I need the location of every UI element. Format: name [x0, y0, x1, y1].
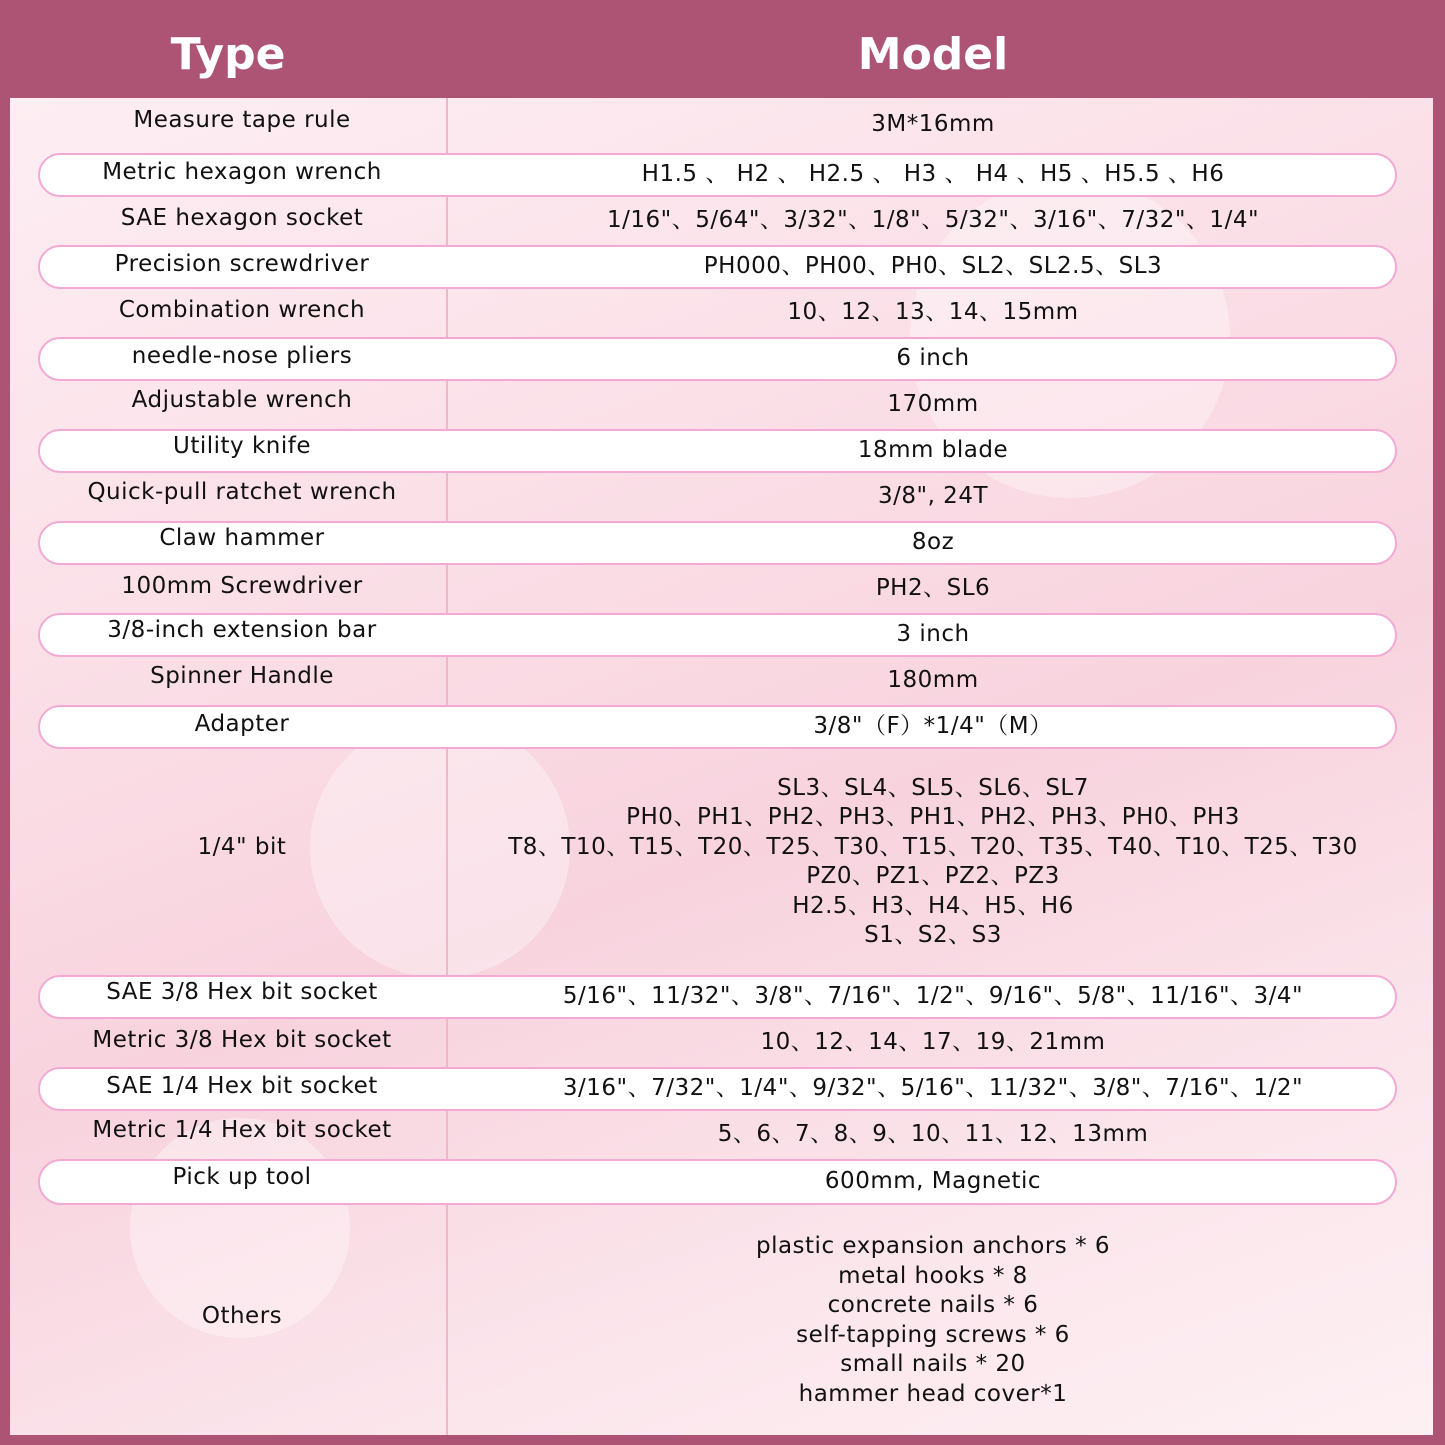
- table-row: [10, 244, 1433, 290]
- table-row: [10, 336, 1433, 382]
- table-header: [0, 0, 1445, 98]
- model-cell: 180mm: [887, 667, 979, 694]
- table-row: [10, 520, 1433, 566]
- type-cell: SAE 3/8 Hex bit socket: [106, 979, 378, 1006]
- type-cell: Adjustable wrench: [131, 387, 353, 414]
- model-cell: plastic expansion anchors * 6 metal hooks * 8 concrete nails * 6 self-tapping screws * 6 small nails * 20 hammer head cover*1: [755, 1233, 1111, 1407]
- type-column-header: Type: [170, 29, 286, 80]
- type-cell: SAE 1/4 Hex bit socket: [106, 1073, 378, 1100]
- type-cell: Measure tape rule: [133, 107, 351, 134]
- model-cell: 170mm: [887, 391, 979, 418]
- model-cell: 3M*16mm: [871, 111, 995, 138]
- table-row: [10, 98, 1433, 152]
- model-cell: 3 inch: [896, 621, 970, 648]
- model-cell: PH2、SL6: [875, 575, 991, 602]
- model-cell: 1/16"、5/64"、3/32"、1/8"、5/32"、3/16"、7/32"、1/4": [606, 207, 1260, 234]
- type-cell: 1/4" bit: [197, 834, 287, 861]
- type-cell: Spinner Handle: [150, 663, 334, 690]
- model-cell: 5、6、7、8、9、10、11、12、13mm: [717, 1121, 1149, 1148]
- model-cell: 5/16"、11/32"、3/8"、7/16"、1/2"、9/16"、5/8"、11/16"、3/4": [562, 983, 1304, 1010]
- type-cell: Metric 3/8 Hex bit socket: [92, 1027, 392, 1054]
- type-cell: SAE hexagon socket: [120, 205, 364, 232]
- table-row: [10, 290, 1433, 336]
- model-cell: 3/8", 24T: [877, 483, 989, 510]
- table-row: [10, 382, 1433, 428]
- type-cell: needle-nose pliers: [131, 343, 353, 370]
- model-cell: H1.5 、 H2 、 H2.5 、 H3 、 H4 、H5 、H5.5 、H6: [641, 161, 1225, 188]
- type-cell: Claw hammer: [159, 525, 325, 552]
- type-cell: Utility knife: [173, 433, 311, 460]
- model-cell: 6 inch: [896, 345, 970, 372]
- type-cell: Metric 1/4 Hex bit socket: [92, 1117, 392, 1144]
- model-cell: 18mm blade: [857, 437, 1009, 464]
- table-row: [10, 198, 1433, 244]
- table-row: [10, 1112, 1433, 1158]
- type-cell: Metric hexagon wrench: [102, 159, 382, 186]
- table-row: [10, 474, 1433, 520]
- table-row: [10, 1158, 1433, 1206]
- table-row: [10, 428, 1433, 474]
- type-cell: Others: [201, 1302, 283, 1329]
- model-cell: 600mm, Magnetic: [824, 1168, 1042, 1195]
- type-cell: Quick-pull ratchet wrench: [87, 479, 397, 506]
- table-row: [10, 1020, 1433, 1066]
- table-row: [10, 1066, 1433, 1112]
- type-cell: Adapter: [194, 711, 290, 738]
- model-cell: 3/8"（F）*1/4"（M）: [813, 713, 1053, 740]
- model-cell: SL3、SL4、SL5、SL6、SL7 PH0、PH1、PH2、PH3、PH1、PH2、PH3、PH0、PH3 T8、T10、T15、T20、T25、T30、T15、T20、T35、T40、T10、T25、T30 PZ0、PZ1、PZ2、PZ3 H2.5、H3、H4、H5、H6 S1、S2、S3: [508, 774, 1358, 948]
- model-cell: 10、12、14、17、19、21mm: [760, 1029, 1106, 1056]
- table-row: [10, 658, 1433, 704]
- type-cell: Pick up tool: [172, 1164, 312, 1191]
- model-column-header: Model: [857, 29, 1009, 80]
- model-cell: 10、12、13、14、15mm: [787, 299, 1079, 326]
- table-row: [10, 612, 1433, 658]
- table-row: [10, 750, 1433, 974]
- type-cell: Combination wrench: [118, 297, 366, 324]
- model-cell: 8oz: [911, 529, 955, 556]
- type-cell: Precision screwdriver: [114, 251, 370, 278]
- model-cell: PH000、PH00、PH0、SL2、SL2.5、SL3: [703, 253, 1163, 280]
- type-cell: 3/8-inch extension bar: [107, 617, 377, 644]
- table-row: [10, 566, 1433, 612]
- table-body: [10, 98, 1433, 1435]
- table-row: [10, 152, 1433, 198]
- model-cell: 3/16"、7/32"、1/4"、9/32"、5/16"、11/32"、3/8"、7/16"、1/2": [562, 1075, 1304, 1102]
- type-cell: 100mm Screwdriver: [121, 573, 363, 600]
- table-row: [10, 974, 1433, 1020]
- table-row: [10, 1206, 1433, 1435]
